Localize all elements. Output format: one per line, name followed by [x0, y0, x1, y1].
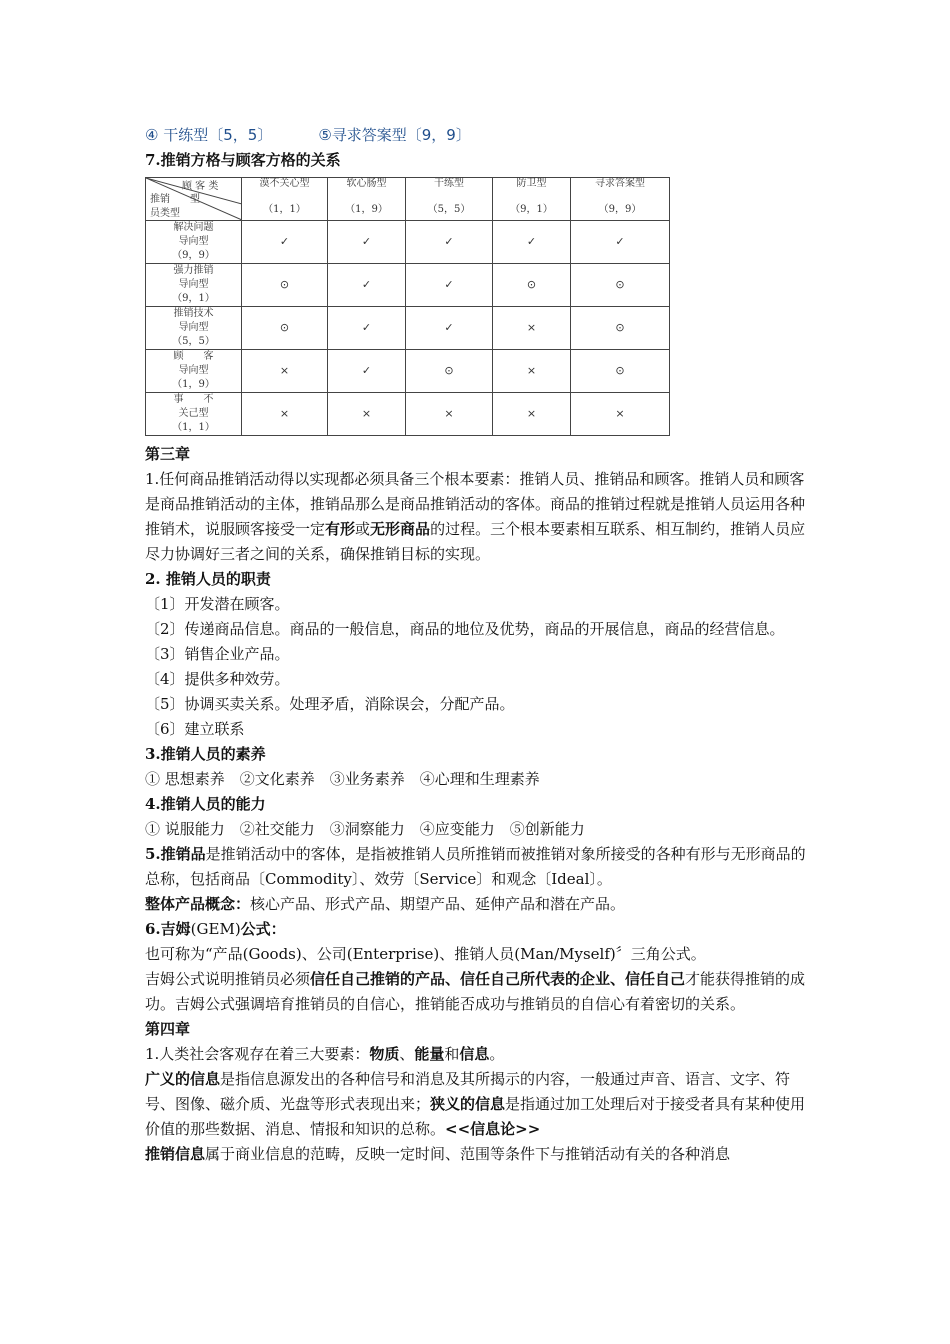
row-header: 事 不 关己型 （1，1） — [146, 393, 242, 436]
duty-item: 〔1〕开发潜在顾客。 — [145, 595, 290, 613]
table-cell: ✓ — [328, 264, 406, 307]
chapter-3-heading: 第三章 — [145, 445, 191, 463]
section-6-heading: 6.吉姆(GEM)公式： — [145, 920, 286, 938]
document-body — [145, 124, 810, 1167]
table-cell: ✓ — [406, 264, 493, 307]
section-3-heading: 3.推销人员的素养 — [145, 745, 266, 763]
column-header: 干练型 （5，5） — [406, 178, 493, 221]
table-cell: ⊙ — [571, 307, 670, 350]
table-cell: ✓ — [242, 221, 328, 264]
table-cell: ✓ — [493, 221, 571, 264]
ch4-paragraph-1: 1.人类社会客观存在着三大要素：物质、能量和信息。 — [145, 1045, 505, 1063]
column-header: 软心肠型 （1，9） — [328, 178, 406, 221]
row-header: 解决问题 导向型 （9，9） — [146, 221, 242, 264]
table-cell: ✓ — [571, 221, 670, 264]
table-cell: ⊙ — [571, 264, 670, 307]
column-header: 寻求答案型 （9，9） — [571, 178, 670, 221]
section-7-heading: 7.推销方格与顾客方格的关系 — [145, 151, 341, 169]
table-cell: ✓ — [406, 221, 493, 264]
section-4-heading: 4.推销人员的能力 — [145, 795, 266, 813]
section-2-heading: 2. 推销人员的职责 — [145, 570, 271, 588]
row-header: 推销技术 导向型 （5，5） — [146, 307, 242, 350]
table-cell: ✓ — [406, 307, 493, 350]
abilities-list: ① 说服能力 ②社交能力 ③洞察能力 ④应变能力 ⑤创新能力 — [145, 820, 585, 838]
table-header-row — [146, 178, 670, 221]
table-cell: × — [493, 350, 571, 393]
table-cell: × — [242, 393, 328, 436]
duty-item: 〔3〕销售企业产品。 — [145, 645, 290, 663]
row-header: 强力推销 导向型 （9，1） — [146, 264, 242, 307]
corner-seller-label-2: 员类型 — [150, 208, 180, 219]
table-cell: ⊙ — [242, 307, 328, 350]
gem-paragraph-1: 也可称为“产品(Goods)、公司(Enterprise)、推销人员(Man/Myself)〞三角公式。 — [145, 945, 706, 963]
table-cell: ✓ — [328, 307, 406, 350]
ch4-paragraph-2: 广义的信息是指信息源发出的各种信号和消息及其所揭示的内容，一般通过声音、语言、文字、符号、图像、磁介质、光盘等形式表现出来；狭义的信息是指通过加工处理后对于接受者具有某种使用价值的那些数据、消息、情报和知识的总称。<<信息论>> — [145, 1070, 806, 1138]
whole-product-paragraph: 整体产品概念：核心产品、形式产品、期望产品、延伸产品和潜在产品。 — [145, 895, 626, 913]
table-row — [146, 393, 670, 436]
table-cell: × — [406, 393, 493, 436]
grid-relation-table — [145, 177, 670, 436]
row-header: 顾 客 导向型 （1，9） — [146, 350, 242, 393]
table-row — [146, 221, 670, 264]
ch3-paragraph-1: 1.任何商品推销活动得以实现都必须具备三个根本要素：推销人员、推销品和顾客。推销人员和顾客是商品推销活动的主体，推销品那么是商品推销活动的客体。商品的推销过程就是推销人员运用各种推销术，说服顾客接受一定有形或无形商品的过程。三个根本要素相互联系、相互制约，推销人员应尽力协调好三者之间的关系，确保推销目标的实现。 — [145, 470, 806, 563]
table-cell: ⊙ — [493, 264, 571, 307]
table-cell: ⊙ — [571, 350, 670, 393]
duty-item: 〔6〕建立联系 — [145, 720, 245, 738]
gem-paragraph-2: 吉姆公式说明推销员必须信任自己推销的产品、信任自己所代表的企业、信任自己才能获得推销的成功。吉姆公式强调培育推销员的自信心，推销能否成功与推销员的自信心有着密切的关系。 — [145, 970, 806, 1013]
grid-type-line — [145, 124, 810, 148]
table-cell: ⊙ — [406, 350, 493, 393]
table-cell: × — [493, 393, 571, 436]
table-cell: ✓ — [328, 221, 406, 264]
type-4-label: ④ 干练型〔5，5〕 — [145, 126, 273, 144]
type-5-label: ⑤寻求答案型〔9，9〕 — [318, 126, 471, 144]
column-header: 防卫型 （9，1） — [493, 178, 571, 221]
table-corner-cell — [146, 178, 242, 221]
table-cell: ⊙ — [242, 264, 328, 307]
corner-seller-label: 推销 型 — [150, 194, 200, 205]
duty-item: 〔4〕提供多种效劳。 — [145, 670, 290, 688]
qualities-list: ① 思想素养 ②文化素养 ③业务素养 ④心理和生理素养 — [145, 770, 540, 788]
table-cell: × — [328, 393, 406, 436]
duty-item: 〔2〕传递商品信息。商品的一般信息，商品的地位及优势，商品的开展信息，商品的经营信息。 — [145, 620, 785, 638]
table-cell: × — [242, 350, 328, 393]
column-header: 漠不关心型 （1，1） — [242, 178, 328, 221]
section-5-paragraph: 5.推销品是推销活动中的客体，是指被推销人员所推销而被推销对象所接受的各种有形与无形商品的总称，包括商品〔Commodity〕、效劳〔Service〕和观念〔Ideal〕。 — [145, 845, 806, 888]
table-row — [146, 307, 670, 350]
table-cell: ✓ — [328, 350, 406, 393]
table-cell: × — [493, 307, 571, 350]
chapter-4-heading: 第四章 — [145, 1020, 191, 1038]
corner-customer-label: 顾 客 类 — [182, 181, 219, 192]
table-row — [146, 350, 670, 393]
table-cell: × — [571, 393, 670, 436]
duty-item: 〔5〕协调买卖关系。处理矛盾，消除误会，分配产品。 — [145, 695, 515, 713]
ch4-paragraph-3: 推销信息属于商业信息的范畴，反映一定时间、范围等条件下与推销活动有关的各种消息 — [145, 1145, 731, 1163]
table-row — [146, 264, 670, 307]
